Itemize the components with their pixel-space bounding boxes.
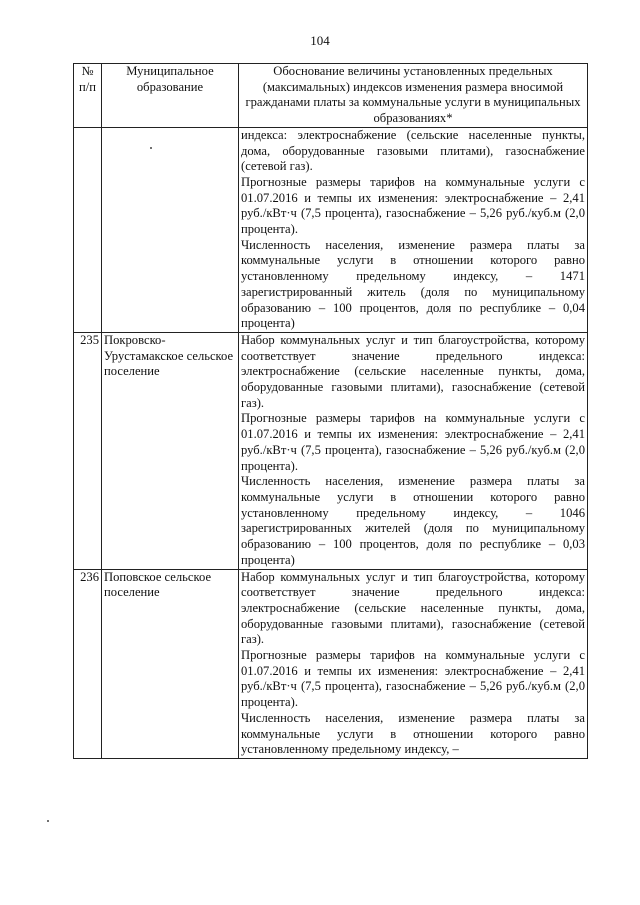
paragraph: Набор коммунальных услуг и тип благоустройства, которому соответствует значение предельного индекса: электроснабжение (сельские населенные пункты, дома, оборудованные газовыми плитами), газоснабжение (сетевой газ). [241, 569, 585, 647]
paragraph: Численность населения, изменение размера платы за коммунальные услуги в отношении которого равно установленному предельному индексу, – 1046 зарегистрированных жителей (доля по муниципальному образованию – 100 процентов, доля по республике – 0,03 процента) [241, 474, 585, 567]
cell-num: 236 [74, 569, 102, 758]
paragraph: Прогнозные размеры тарифов на коммунальные услуги с 01.07.2016 и темпы их изменения: электроснабжение – 2,41 руб./кВт·ч (7,5 процента), газоснабжение – 5,26 руб./куб.м (2,0 процента). [241, 174, 585, 237]
scan-speck [150, 147, 152, 149]
cell-justification [239, 332, 588, 569]
table-row-continuation [74, 127, 588, 332]
cell-municipality: Поповское сельское поселение [102, 569, 239, 758]
cell-justification [239, 569, 588, 758]
paragraph: Численность населения, изменение размера платы за коммунальные услуги в отношении которого равно установленному предельному индексу, – 1471 зарегистрированный житель (доля по муниципальному образованию – 100 процентов, доля по республике – 0,04 процента) [241, 237, 585, 331]
paragraph: индекса: электроснабжение (сельские населенные пункты, дома, оборудованные газовыми плитами), газоснабжение (сетевой газ). [241, 127, 585, 174]
cell-num-empty [74, 127, 102, 332]
page-number: 104 [310, 33, 330, 48]
paragraph: Прогнозные размеры тарифов на коммунальные услуги с 01.07.2016 и темпы их изменения: электроснабжение – 2,41 руб./кВт·ч (7,5 процента), газоснабжение – 5,26 руб./куб.м (2,0 процента). [241, 411, 585, 473]
header-justification: Обоснование величины установленных предельных (максимальных) индексов изменения размера вносимой гражданами платы за коммунальные услуги в муниципальных образованиях* [239, 64, 588, 128]
tariff-justification-table [73, 63, 588, 759]
header-num: № п/п [74, 64, 102, 128]
cell-num: 235 [74, 332, 102, 569]
table-header-row [74, 64, 588, 128]
cell-municipality: Покровско-Урустамакское сельское поселение [102, 332, 239, 569]
cell-justification-continuation [239, 127, 588, 332]
cell-municipality-empty [102, 127, 239, 332]
header-municipality: Муниципальное образование [102, 64, 239, 128]
paragraph: Набор коммунальных услуг и тип благоустройства, которому соответствует значение предельного индекса: электроснабжение (сельские населенные пункты, дома, оборудованные газовыми плитами), газоснабжение (сетевой газ). [241, 332, 585, 410]
table-row [74, 332, 588, 569]
paragraph: Численность населения, изменение размера платы за коммунальные услуги в отношении которого равно установленному предельному индексу, – [241, 710, 585, 757]
paragraph: Прогнозные размеры тарифов на коммунальные услуги с 01.07.2016 и темпы их изменения: электроснабжение – 2,41 руб./кВт·ч (7,5 процента), газоснабжение – 5,26 руб./куб.м (2,0 процента). [241, 648, 585, 710]
scan-speck [47, 820, 49, 822]
table-row [74, 569, 588, 758]
